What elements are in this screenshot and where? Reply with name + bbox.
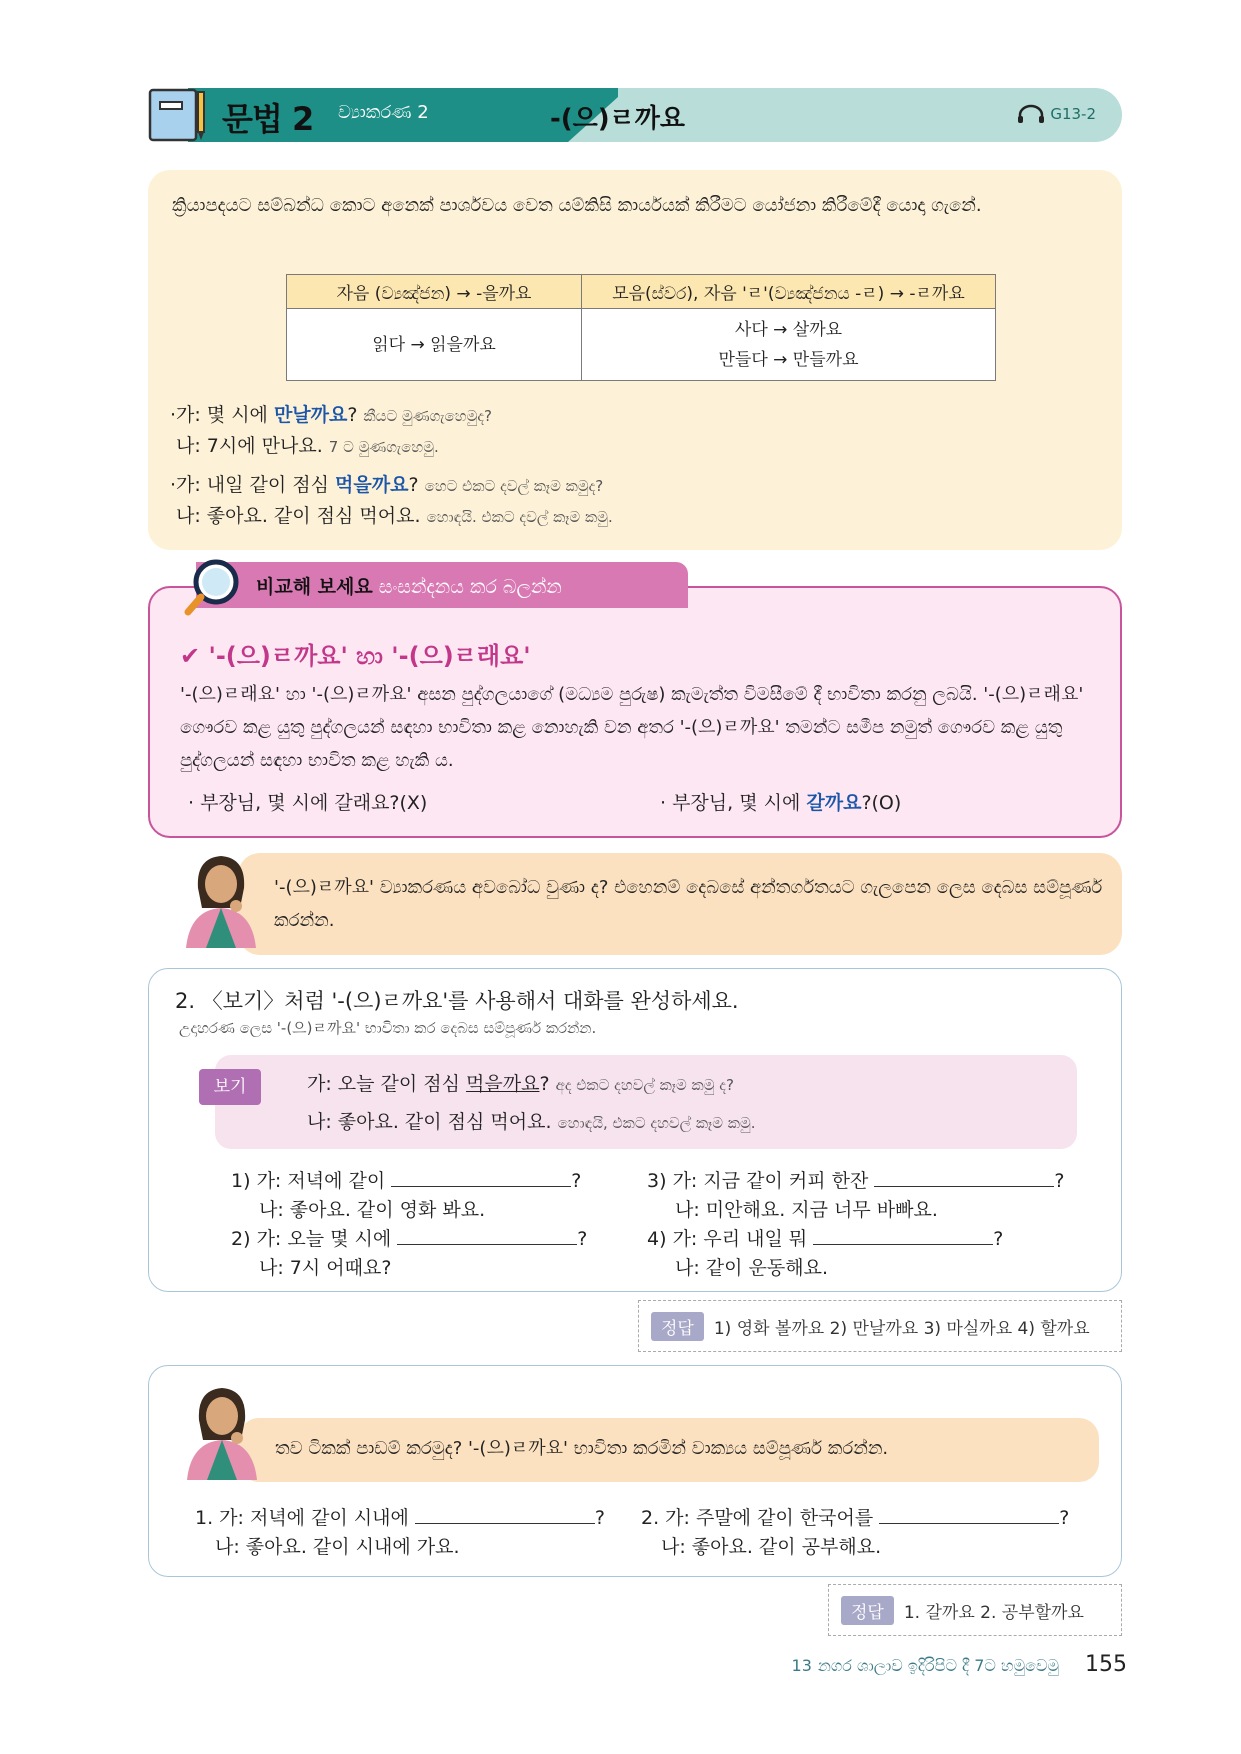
table-cell-vowel-1: 사다 → 살까요 — [734, 319, 843, 340]
exercise-answer — [638, 1300, 1122, 1352]
example-1-a: 가: 몇 시에 — [176, 404, 274, 426]
practice-2-blank[interactable] — [879, 1504, 1059, 1524]
example-a-post: ? — [539, 1073, 550, 1095]
teacher-note-text: '-(으)ㄹ까요' ව්‍යාකරණය අවබෝධ වුණා ද? එහෙනම් දෙබසේ අන්තර්ගතයට ගැලපෙන ලෙස දෙබස සම්පූර්ණ කරන්න. — [274, 877, 1103, 931]
item-1-a: 가: 저녁에 같이 — [256, 1170, 386, 1192]
grammar-header — [148, 88, 1122, 142]
practice-note-text: තව ටිකක් පාඩම් කරමුද? '-(으)ㄹ까요' භාවිතා කරමින් වාක්‍යය සම්පූර්ණ කරන්න. — [275, 1438, 889, 1459]
book-icon — [148, 88, 206, 142]
header-title: 문법 2 — [222, 100, 314, 138]
table-header-consonant: 자음 (ව්‍යඤ්ජන) → -을까요 — [287, 275, 582, 309]
compare-body: '-(으)ㄹ래요' හා '-(으)ㄹ까요' අසන පුද්ගලයාගේ (මධ්‍යම පුරුෂ) කැමැත්ත විමසීමේ දී භාවිතා කරනු ලබයි. '-(으)ㄹ래요' ගෞරව කළ යුතු පුද්ගලයන් සඳහා භාවිතා කළ නොහැකි වන අතර '-(으)ㄹ까요' තමන්ට සමීප නමුත් ගෞරව කළ යුතු පුද්ගලයන් සඳහා භාවිත කළ හැකි ය. — [180, 684, 1084, 771]
item-4-b: 나: 같이 운동해요. — [675, 1257, 828, 1279]
header-grammar: -(으)ㄹ까요 — [550, 104, 686, 134]
example-2-highlight: 먹을까요 — [335, 474, 409, 496]
conjugation-table — [286, 274, 996, 381]
example-1-b: 나: 7시에 만나요. — [176, 435, 323, 457]
item-2-b: 나: 7시 어때요? — [259, 1257, 392, 1279]
compare-tab — [196, 562, 688, 608]
table-cell-consonant: 읽다 → 읽을까요 — [287, 309, 582, 381]
practice-note — [239, 1418, 1099, 1482]
item-4-blank[interactable] — [813, 1225, 993, 1245]
example-tag: 보기 — [199, 1069, 261, 1105]
example-2-a-end: ? — [408, 474, 419, 496]
practice-1-blank[interactable] — [415, 1504, 595, 1524]
exercise-question-si: උදාහරණ ලෙස '-(으)ㄹ까요' භාවිතා කර දෙබස සම්පූර්ණ කරන්න. — [179, 1019, 597, 1037]
example-1-a-translation: කීයට මුණගැහෙමුද? — [363, 407, 492, 425]
compare-tab-ko: 비교해 보세요 — [256, 576, 373, 598]
compare-example-correct-pre: · 부장님, 몇 시에 — [660, 792, 807, 814]
item-3-blank[interactable] — [874, 1167, 1054, 1187]
item-4-num: 4) — [647, 1228, 667, 1250]
item-2-blank[interactable] — [397, 1225, 577, 1245]
answer-tag: 정답 — [651, 1312, 704, 1341]
compare-example-correct-post: ?(O) — [861, 792, 902, 814]
example-b: 나: 좋아요. 같이 점심 먹어요. — [307, 1111, 552, 1133]
exercise-item-1: 1) 가: 저녁에 같이 ? 나: 좋아요. 같이 영화 봐요. — [231, 1167, 581, 1225]
example-1-b-translation: 7 ට මුණගැහෙමු. — [328, 438, 439, 456]
answer-text: 1. 갈까요 2. 공부할까요 — [903, 1602, 1084, 1623]
exercise-item-2: 2) 가: 오늘 몇 시에 ? 나: 7시 어때요? — [231, 1225, 587, 1283]
practice-2-b: 나: 좋아요. 같이 공부해요. — [661, 1536, 882, 1558]
item-1-blank[interactable] — [391, 1167, 571, 1187]
practice-1-a: 1. 가: 저녁에 같이 시내에 — [195, 1507, 409, 1529]
practice-1-b: 나: 좋아요. 같이 시내에 가요. — [215, 1536, 460, 1558]
compare-box — [148, 586, 1122, 838]
item-1-num: 1) — [231, 1170, 251, 1192]
teacher-note — [238, 853, 1122, 955]
answer-text: 1) 영화 볼까요 2) 만날까요 3) 마실까요 4) 할까요 — [713, 1318, 1090, 1339]
answer-tag: 정답 — [841, 1596, 894, 1625]
example-2-a: 가: 내일 같이 점심 — [176, 474, 336, 496]
item-4-a: 가: 우리 내일 뭐 — [672, 1228, 808, 1250]
page-number: 155 — [1085, 1652, 1127, 1677]
practice-item-1: 1. 가: 저녁에 같이 시내에 ? 나: 좋아요. 같이 시내에 가요. — [195, 1504, 605, 1562]
explanation-text: ක්‍රියාපදයට සම්බන්ධ කොට අනෙක් පාර්ශවය වෙත යම්කිසි කාර්යයක් කිරීමට යෝජනා කිරීමේදී යොදා ගැනේ. — [172, 195, 982, 216]
explanation-box — [148, 170, 1122, 550]
example-1-a-end: ? — [347, 404, 358, 426]
compare-example-correct — [660, 788, 901, 815]
exercise-item-4: 4) 가: 우리 내일 뭐 ? 나: 같이 운동해요. — [647, 1225, 1003, 1283]
table-cell-vowel-2: 만들다 → 만들까요 — [718, 349, 859, 370]
exercise-item-3: 3) 가: 지금 같이 커피 한잔 ? 나: 미안해요. 지금 너무 바빠요. — [647, 1167, 1064, 1225]
chapter-title: නගර ශාලාව ඉදිරිපිට දී 7ට හමුවෙමු — [817, 1656, 1059, 1675]
example-2-b-translation: හොඳයි. එකට දවල් කෑම කමු. — [426, 508, 613, 526]
audio-track[interactable] — [1016, 104, 1096, 124]
header-subtitle: ව්‍යාකරණ 2 — [338, 102, 429, 123]
page-footer — [792, 1652, 1127, 1677]
exercise-box — [148, 968, 1122, 1292]
teacher-avatar — [176, 848, 266, 948]
practice-box — [148, 1365, 1122, 1577]
example-line-a — [307, 1069, 734, 1096]
item-2-a: 가: 오늘 몇 시에 — [256, 1228, 392, 1250]
teacher-avatar — [177, 1380, 267, 1480]
example-1-highlight: 만날까요 — [273, 404, 348, 426]
example-line-b — [307, 1107, 756, 1134]
compare-example-highlight: 갈까요 — [806, 792, 862, 814]
headphones-icon — [1016, 104, 1046, 124]
example-a-verb: 먹을까요 — [466, 1073, 540, 1095]
example-2: · 가: 내일 같이 점심 먹을까요? හෙට එකට දවල් කෑම කමුද? 나: 좋아요. 같이 점심 먹어요. හොඳයි. එකට දවල් කෑම කමු. — [170, 474, 613, 527]
compare-example-wrong: · 부장님, 몇 시에 갈래요?(X) — [188, 792, 428, 814]
practice-item-2: 2. 가: 주말에 같이 한국어를 ? 나: 좋아요. 같이 공부해요. — [641, 1504, 1069, 1562]
table-header-vowel: 모음(ස්වර), 자음 'ㄹ'(ව්‍යඤ්ජනය -ㄹ) → -ㄹ까요 — [582, 275, 996, 309]
practice-2-a: 2. 가: 주말에 같이 한국어를 — [641, 1507, 874, 1529]
table-cell-vowel — [582, 309, 996, 381]
magnifier-icon — [180, 556, 244, 620]
item-3-b: 나: 미안해요. 지금 너무 바빠요. — [675, 1199, 938, 1221]
compare-tab-si: සංසන්දනය කර බලන්න — [378, 576, 562, 598]
example-a-translation: අද එකට දහවල් කෑම කමු ද? — [555, 1076, 734, 1094]
example-a-pre: 가: 오늘 같이 점심 — [307, 1073, 467, 1095]
exercise-question: 2. 〈보기〉처럼 '-(으)ㄹ까요'를 사용해서 대화를 완성하세요. — [175, 989, 739, 1013]
item-3-num: 3) — [647, 1170, 667, 1192]
audio-code: G13-2 — [1050, 105, 1096, 123]
item-2-num: 2) — [231, 1228, 251, 1250]
item-1-b: 나: 좋아요. 같이 영화 봐요. — [259, 1199, 486, 1221]
chapter-number: 13 — [791, 1656, 812, 1675]
practice-answer — [828, 1584, 1122, 1636]
item-3-a: 가: 지금 같이 커피 한잔 — [672, 1170, 869, 1192]
compare-heading: ✔ '-(으)ㄹ까요' හා '-(으)ㄹ래요' — [180, 642, 531, 670]
example-1: · 가: 몇 시에 만날까요? කීයට මුණගැහෙමුද? 나: 7시에 만나요. 7 ට මුණගැහෙමු. — [170, 404, 492, 457]
example-2-b: 나: 좋아요. 같이 점심 먹어요. — [176, 505, 421, 527]
compare-tab-label — [256, 572, 562, 599]
example-b-translation: හොඳයි, එකට දහවල් කෑම කමු. — [557, 1114, 756, 1132]
example-2-a-translation: හෙට එකට දවල් කෑම කමුද? — [424, 477, 604, 495]
